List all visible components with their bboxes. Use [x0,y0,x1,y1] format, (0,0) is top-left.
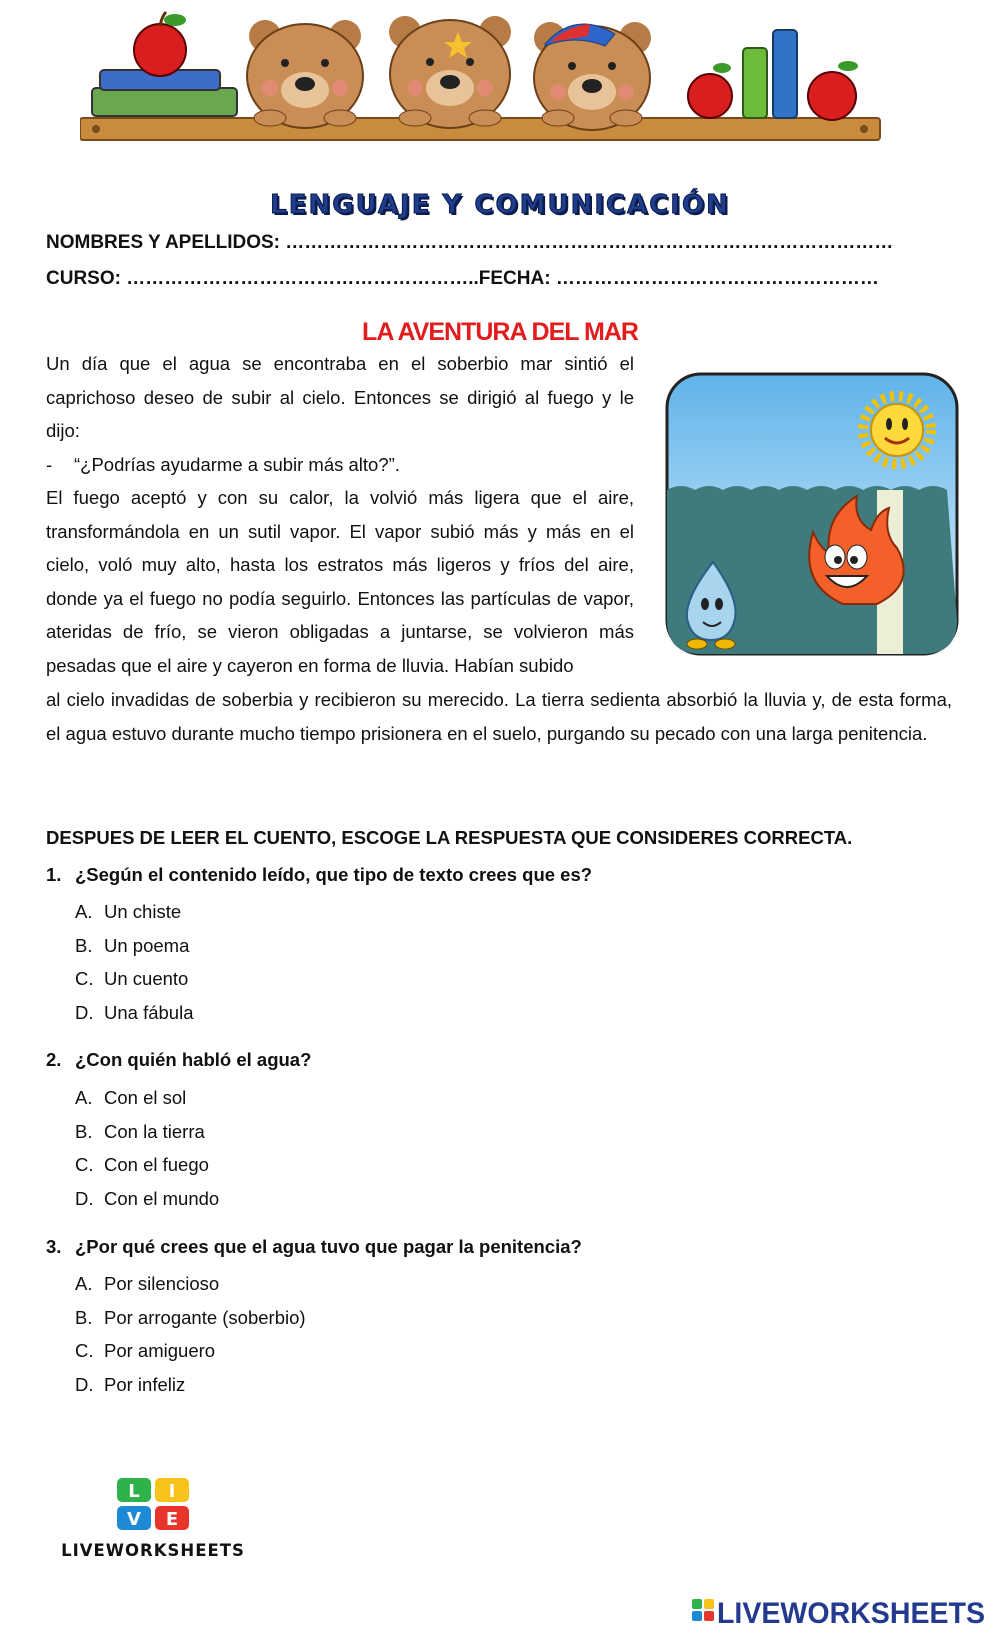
option-letter: B. [75,934,93,956]
option-c[interactable] [75,1154,219,1188]
option-text: Con el mundo [104,1187,220,1209]
story-paragraph-3: al cielo invadidas de soberbia y recibieron su merecido. La tierra sedienta absorbió la lluvia y, de esta forma, el agua estuvo durante mucho tiempo prisionera en el suelo, purgando su pecado con una larga penitencia. [46,689,952,744]
logo-letter-i: I [168,1481,176,1502]
option-a[interactable] [75,1087,219,1121]
option-letter: A. [75,901,93,922]
option-letter: C. [75,1154,94,1175]
liveworksheets-footer-logo [692,1593,992,1633]
option-text: Un chiste [104,901,182,922]
question-1-options [75,901,193,1035]
option-c[interactable] [75,968,193,1002]
footer-text: LIVEWORKSHEETS [717,1597,985,1630]
dialogue-quote: “¿Podrías ayudarme a subir más alto?”. [74,453,400,475]
option-a[interactable] [75,1273,306,1307]
story-text-lower [46,683,952,750]
subject-title: LENGUAJE Y COMUNICACIÓN [270,190,730,220]
question-text: ¿Con quién habló el agua? [75,1049,312,1070]
question-1 [46,864,966,886]
option-b[interactable] [75,1121,219,1155]
option-d[interactable] [75,1002,193,1036]
logo-letter-v: V [127,1509,141,1530]
story-paragraph-1: Un día que el agua se encontraba en el soberbio mar sintió el caprichoso deseo de subir al cielo. Entonces se dirigió al fuego y le dijo: [46,353,634,441]
story-dialogue-line [46,448,634,482]
question-number: 1. [46,864,62,885]
bears-bookshelf-banner [80,8,920,148]
option-text: Por arrogante (soberbio) [104,1306,306,1328]
logo-letter-l: L [128,1481,140,1502]
question-2 [46,1049,966,1071]
option-a[interactable] [75,901,193,935]
option-letter: C. [75,968,94,989]
question-3-options [75,1273,306,1407]
option-text: Una fábula [104,1001,194,1023]
option-text: Con el sol [104,1087,187,1108]
option-letter: D. [75,1001,94,1023]
logo-letter-e: E [165,1509,179,1530]
option-letter: C. [75,1340,94,1361]
name-field-line[interactable]: NOMBRES Y APELLIDOS: …………………………………………………………………………………… [46,232,894,253]
option-text: Con la tierra [104,1120,205,1142]
option-letter: A. [75,1087,93,1108]
option-b[interactable] [75,935,193,969]
option-text: Por silencioso [104,1273,220,1294]
question-3 [46,1236,966,1258]
option-letter: A. [75,1273,93,1294]
question-number: 3. [46,1236,62,1257]
question-number: 2. [46,1049,62,1070]
option-letter: D. [75,1187,94,1209]
story-title: LA AVENTURA DEL MAR [362,318,638,346]
logo-text: LIVEWORKSHEETS [61,1541,245,1560]
instructions: DESPUES DE LEER EL CUENTO, ESCOGE LA RESPUESTA QUE CONSIDERES CORRECTA. [46,827,853,848]
option-letter: B. [75,1120,93,1142]
option-letter: D. [75,1373,94,1395]
option-text: Un poema [104,934,190,956]
dialogue-dash: - [46,453,53,475]
story-text-upper [46,347,634,682]
option-text: Un cuento [104,968,189,989]
question-text: ¿Por qué crees que el agua tuvo que pagar la penitencia? [75,1236,582,1257]
option-d[interactable] [75,1374,306,1408]
option-d[interactable] [75,1188,219,1222]
option-c[interactable] [75,1340,306,1374]
liveworksheets-logo [50,1478,260,1574]
option-letter: B. [75,1306,93,1328]
story-paragraph-2: El fuego aceptó y con su calor, la volvió más ligera que el aire, transformándola en un sutil vapor. El vapor subió más y más en el cielo, voló muy alto, hasta los estratos más ligeros y fríos del aire, donde ya el fuego no podía seguirlo. Entonces las partículas de vapor, ateridas de frío, se vieron obligadas a juntarse, se volvieron más pesadas que el aire y cayeron en forma de lluvia. Habían subido [46,487,634,676]
option-text: Por infeliz [104,1373,186,1395]
option-text: Por amiguero [104,1340,216,1361]
water-fire-sun-illustration [665,372,959,656]
course-date-field-line[interactable]: CURSO: ………………………………………………..FECHA: …………………………………………… [46,268,879,289]
question-2-options [75,1087,219,1221]
option-text: Con el fuego [104,1154,209,1175]
question-text: ¿Según el contenido leído, que tipo de texto crees que es? [75,864,593,885]
option-b[interactable] [75,1307,306,1341]
